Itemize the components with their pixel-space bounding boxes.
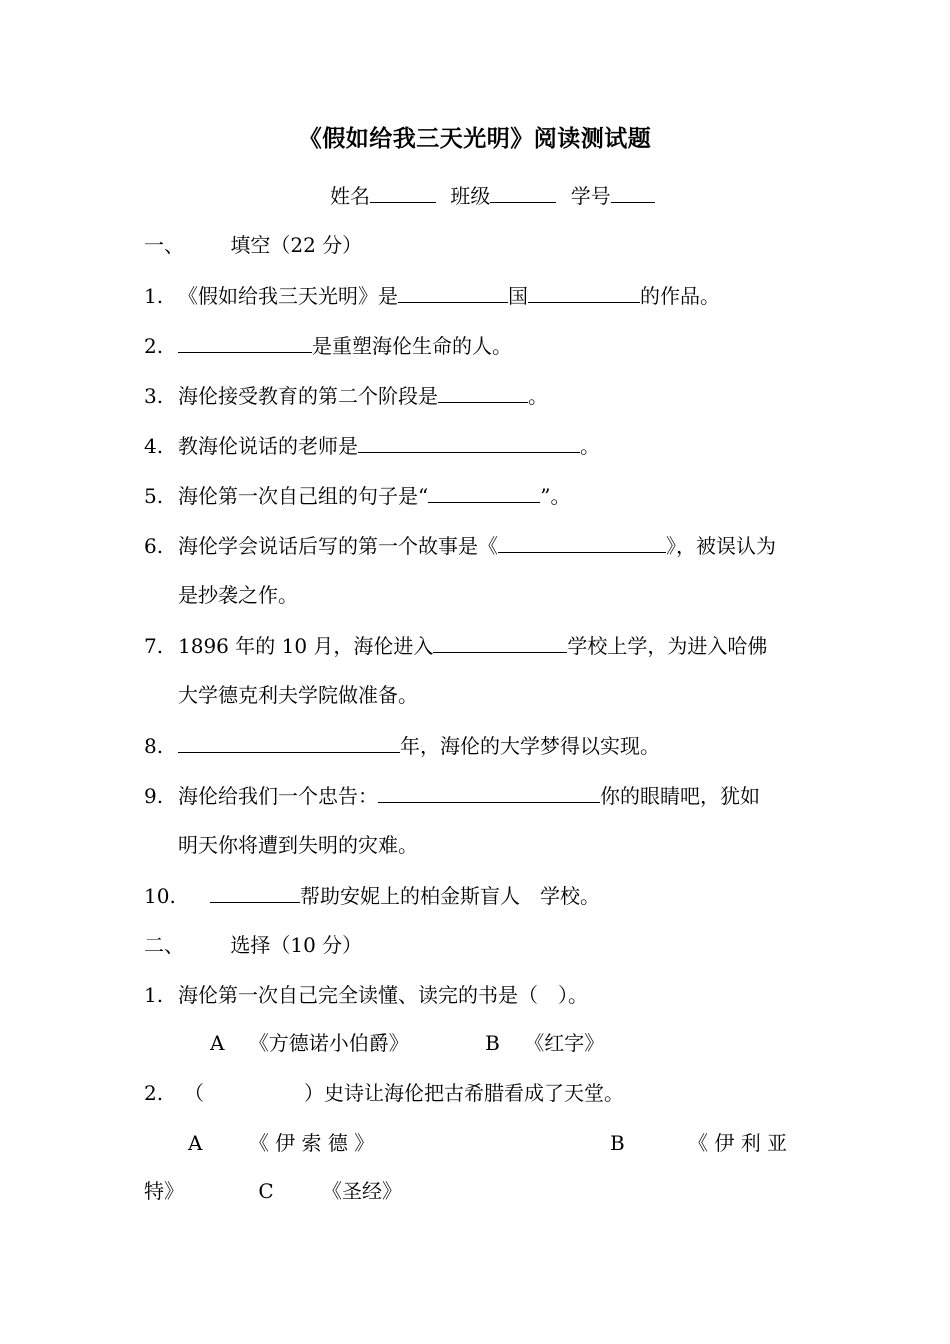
question-text: 学校上学，为进入哈佛 [567, 634, 768, 658]
name-blank[interactable] [370, 180, 436, 203]
question-7-continued: 大学德克利夫学院做准备。 [178, 683, 418, 707]
question-9 [144, 780, 760, 810]
question-text: 是重塑海伦生命的人。 [312, 334, 512, 358]
question-text: 》，被误认为 [666, 534, 776, 558]
question-6-continued: 是抄袭之作。 [178, 583, 298, 607]
option-b-letter[interactable]: B [610, 1131, 625, 1155]
question-10 [144, 880, 600, 910]
question-text: 国 [508, 284, 528, 308]
option-a-letter[interactable]: A [188, 1131, 203, 1155]
question-number: 10. [144, 884, 176, 908]
choice-1-options [210, 1028, 604, 1058]
option-b-text-continued[interactable]: 特》 [144, 1179, 184, 1203]
question-number: 8. [144, 734, 164, 758]
question-text: 。 [580, 434, 600, 458]
question-8 [144, 730, 660, 760]
question-number: 2. [144, 334, 164, 358]
option-c-text[interactable]: 《圣经》 [322, 1179, 403, 1203]
option-a-text[interactable]: 《方德诺小伯爵》 [248, 1031, 409, 1055]
option-a-letter[interactable]: A [210, 1031, 225, 1055]
answer-blank[interactable] [498, 530, 666, 553]
name-label: 姓名 [330, 184, 370, 208]
question-1 [144, 280, 720, 310]
section-number: 一、 [144, 233, 184, 257]
question-5 [144, 480, 570, 510]
answer-blank[interactable] [358, 430, 580, 453]
student-id-blank[interactable] [611, 180, 655, 203]
question-text: 1896 年的 10 月，海伦进入 [178, 634, 434, 658]
question-number: 7. [144, 634, 164, 658]
question-text: （ [184, 1081, 204, 1105]
question-text: ）史诗让海伦把古希腊看成了天堂。 [304, 1081, 624, 1105]
question-text: 海伦给我们一个忠告： [178, 784, 378, 808]
student-id-label: 学号 [570, 184, 611, 208]
section-heading-choice [144, 930, 362, 960]
section-heading-fill [144, 230, 362, 260]
class-blank[interactable] [490, 180, 556, 203]
answer-blank[interactable] [438, 380, 528, 403]
question-text: 海伦第一次自己组的句子是“ [178, 484, 429, 508]
question-3 [144, 380, 548, 410]
question-text: 海伦学会说话后写的第一个故事是《 [178, 534, 498, 558]
question-text: 年，海伦的大学梦得以实现。 [400, 734, 660, 758]
question-4 [144, 430, 600, 460]
answer-blank[interactable] [433, 630, 567, 653]
option-b-letter[interactable]: B [485, 1031, 500, 1055]
question-number: 3. [144, 384, 164, 408]
answer-blank[interactable] [178, 730, 400, 753]
section-number: 二、 [144, 933, 184, 957]
choice-question-1 [144, 980, 588, 1010]
section-label: 选择（10 分） [230, 933, 363, 957]
option-c-letter[interactable]: C [258, 1179, 274, 1203]
choice-question-2 [144, 1078, 624, 1108]
question-9-continued: 明天你将遭到失明的灾难。 [178, 833, 418, 857]
option-a-text[interactable]: 《 伊 索 德 》 [248, 1131, 375, 1155]
question-6 [144, 530, 776, 560]
class-label: 班级 [450, 184, 491, 208]
question-number: 9. [144, 784, 164, 808]
page-title: 《假如给我三天光明》阅读测试题 [298, 126, 652, 152]
question-number: 5. [144, 484, 164, 508]
question-text: ”。 [540, 484, 571, 508]
question-7 [144, 630, 767, 660]
question-number: 6. [144, 534, 164, 558]
question-text: 教海伦说话的老师是 [178, 434, 358, 458]
question-text: 《假如给我三天光明》是 [178, 284, 398, 308]
question-number: 1. [144, 284, 164, 308]
choice-2-options-continued [144, 1176, 402, 1206]
choice-2-options [188, 1128, 808, 1158]
answer-blank[interactable] [398, 280, 508, 303]
answer-blank[interactable] [378, 780, 600, 803]
question-text: 你的眼睛吧，犹如 [600, 784, 760, 808]
question-2 [144, 330, 512, 360]
student-info-line [330, 180, 655, 210]
question-number: 1. [144, 983, 164, 1007]
answer-blank[interactable] [178, 330, 312, 353]
answer-blank[interactable] [210, 880, 300, 903]
question-text: 海伦接受教育的第二个阶段是 [178, 384, 438, 408]
option-b-text[interactable]: 《红字》 [524, 1031, 605, 1055]
question-text: 的作品。 [640, 284, 720, 308]
question-text: 海伦第一次自己完全读懂、读完的书是（ ）。 [178, 983, 588, 1007]
question-text: 。 [528, 384, 548, 408]
question-text: 帮助安妮上的柏金斯盲人 学校。 [300, 884, 600, 908]
section-label: 填空（22 分） [230, 233, 363, 257]
answer-blank[interactable] [528, 280, 640, 303]
question-number: 2. [144, 1081, 164, 1105]
option-b-text[interactable]: 《 伊 利 亚 [688, 1131, 788, 1155]
answer-blank[interactable] [428, 480, 540, 503]
question-number: 4. [144, 434, 164, 458]
